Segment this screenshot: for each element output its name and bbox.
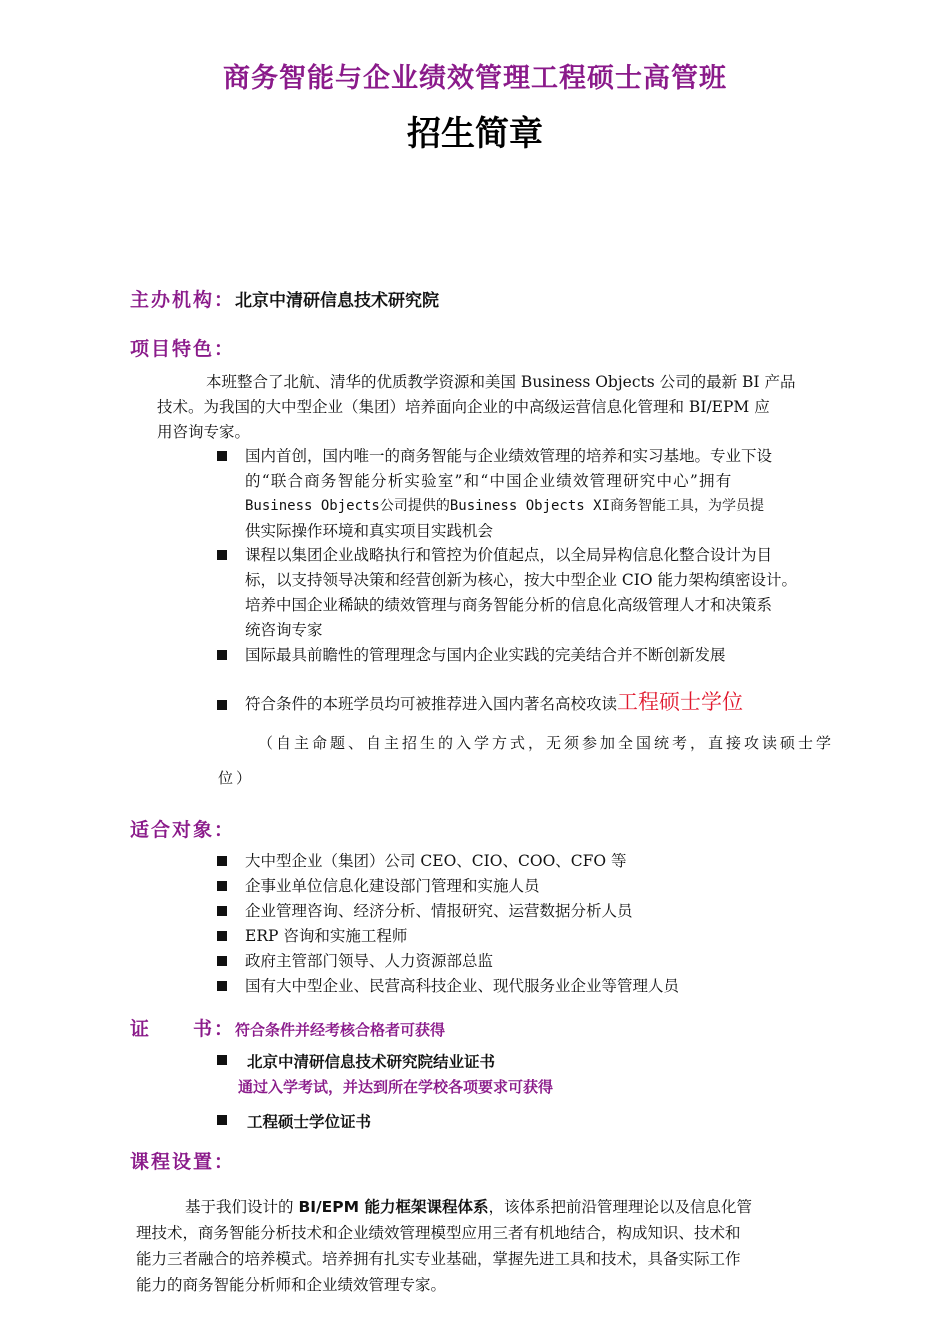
document-subtitle: 招生简章: [407, 114, 543, 154]
bullet-square-icon: [217, 451, 227, 461]
courses-framework: BI/EPM 能力框架课程体系: [298, 1198, 489, 1216]
certificate-heading: 证 书：: [130, 1018, 236, 1040]
features-heading: 项目特色：: [130, 338, 236, 360]
degree-highlight: 工程硕士学位: [617, 690, 744, 714]
courses-line4: 能力的商务智能分析师和企业绩效管理专家。: [136, 1276, 447, 1294]
admission-note-line1: （自主命题、自主招生的入学方式，无须参加全国统考，直接攻读硕士学: [258, 734, 835, 752]
feature-1-line1: 国内首创，国内唯一的商务智能与企业绩效管理的培养和实习基地。专业下设: [245, 447, 773, 465]
bullet-square-icon: [217, 1115, 227, 1125]
feature-2-line4: 统咨询专家: [245, 621, 323, 639]
feature-1-line2: 的“联合商务智能分析实验室”和“中国企业绩效管理研究中心”拥有: [245, 472, 733, 490]
feature-2-line1: 课程以集团企业战略执行和管控为价值起点，以全局异构信息化整合设计为目: [245, 546, 773, 564]
courses-line3: 能力三者融合的培养模式。培养拥有扎实专业基础，掌握先进工具和技术，具备实际工作: [136, 1250, 741, 1268]
bullet-square-icon: [217, 700, 227, 710]
bullet-square-icon: [217, 881, 227, 891]
feature-2-line3: 培养中国企业稀缺的绩效管理与商务智能分析的信息化高级管理人才和决策系: [245, 596, 773, 614]
audience-heading: 适合对象：: [130, 819, 236, 841]
certificate-item-2: 工程硕士学位证书: [247, 1113, 372, 1131]
bullet-square-icon: [217, 931, 227, 941]
certificate-item-1-note: 通过入学考试，并达到所在学校各项要求可获得: [238, 1078, 554, 1096]
certificate-condition: 符合条件并经考核合格者可获得: [235, 1021, 446, 1039]
courses-line2: 理技术，商务智能分析技术和企业绩效管理模型应用三者有机地结合，构成知识、技术和: [136, 1224, 741, 1242]
audience-item: 政府主管部门领导、人力资源部总监: [245, 952, 494, 970]
feature-1-line3: Business Objects公司提供的Business Objects XI商务智能工具，为学员提: [245, 498, 765, 514]
features-intro-line2: 技术。为我国的大中型企业（集团）培养面向企业的中高级运营信息化管理和 BI/EPM 应: [157, 398, 770, 416]
feature-4: [245, 690, 743, 717]
admission-note-line2: 位）: [218, 769, 255, 787]
feature-3: 国际最具前瞻性的管理理念与国内企业实践的完美结合并不断创新发展: [245, 646, 726, 664]
features-intro-line1: 本班整合了北航、清华的优质教学资源和美国 Business Objects 公司的最新 BI 产品: [206, 373, 796, 391]
bullet-square-icon: [217, 981, 227, 991]
feature-1-line4: 供实际操作环境和真实项目实践机会: [245, 522, 494, 540]
audience-item: 国有大中型企业、民营高科技企业、现代服务业企业等管理人员: [245, 977, 680, 995]
courses-heading: 课程设置：: [130, 1151, 236, 1173]
bullet-square-icon: [217, 650, 227, 660]
certificate-section: [130, 1014, 445, 1041]
courses-line1-pre: 基于我们设计的: [185, 1198, 299, 1216]
document-title: 商务智能与企业绩效管理工程硕士高管班: [223, 63, 727, 94]
audience-item: 企事业单位信息化建设部门管理和实施人员: [245, 877, 540, 895]
bullet-square-icon: [217, 1055, 227, 1065]
feature-2-line2: 标，以支持领导决策和经营创新为核心，按大中型企业 CIO 能力架构缜密设计。: [245, 571, 798, 589]
audience-item: 企业管理咨询、经济分析、情报研究、运营数据分析人员: [245, 902, 633, 920]
bullet-square-icon: [217, 956, 227, 966]
audience-item: 大中型企业（集团）公司 CEO、CIO、COO、CFO 等: [245, 852, 627, 870]
organizer-section: [130, 285, 439, 312]
courses-line1: [185, 1195, 752, 1220]
courses-line1-post: ，该体系把前沿管理理论以及信息化管: [488, 1198, 752, 1216]
feature-4-text: 符合条件的本班学员均可被推荐进入国内著名高校攻读: [245, 695, 618, 713]
organizer-name: 北京中清研信息技术研究院: [235, 291, 440, 311]
certificate-item-1: 北京中清研信息技术研究院结业证书: [247, 1053, 496, 1071]
bullet-square-icon: [217, 550, 227, 560]
organizer-label: 主办机构：: [130, 289, 236, 311]
bullet-square-icon: [217, 856, 227, 866]
audience-item: ERP 咨询和实施工程师: [245, 927, 408, 945]
features-intro-line3: 用咨询专家。: [157, 423, 251, 441]
bullet-square-icon: [217, 906, 227, 916]
